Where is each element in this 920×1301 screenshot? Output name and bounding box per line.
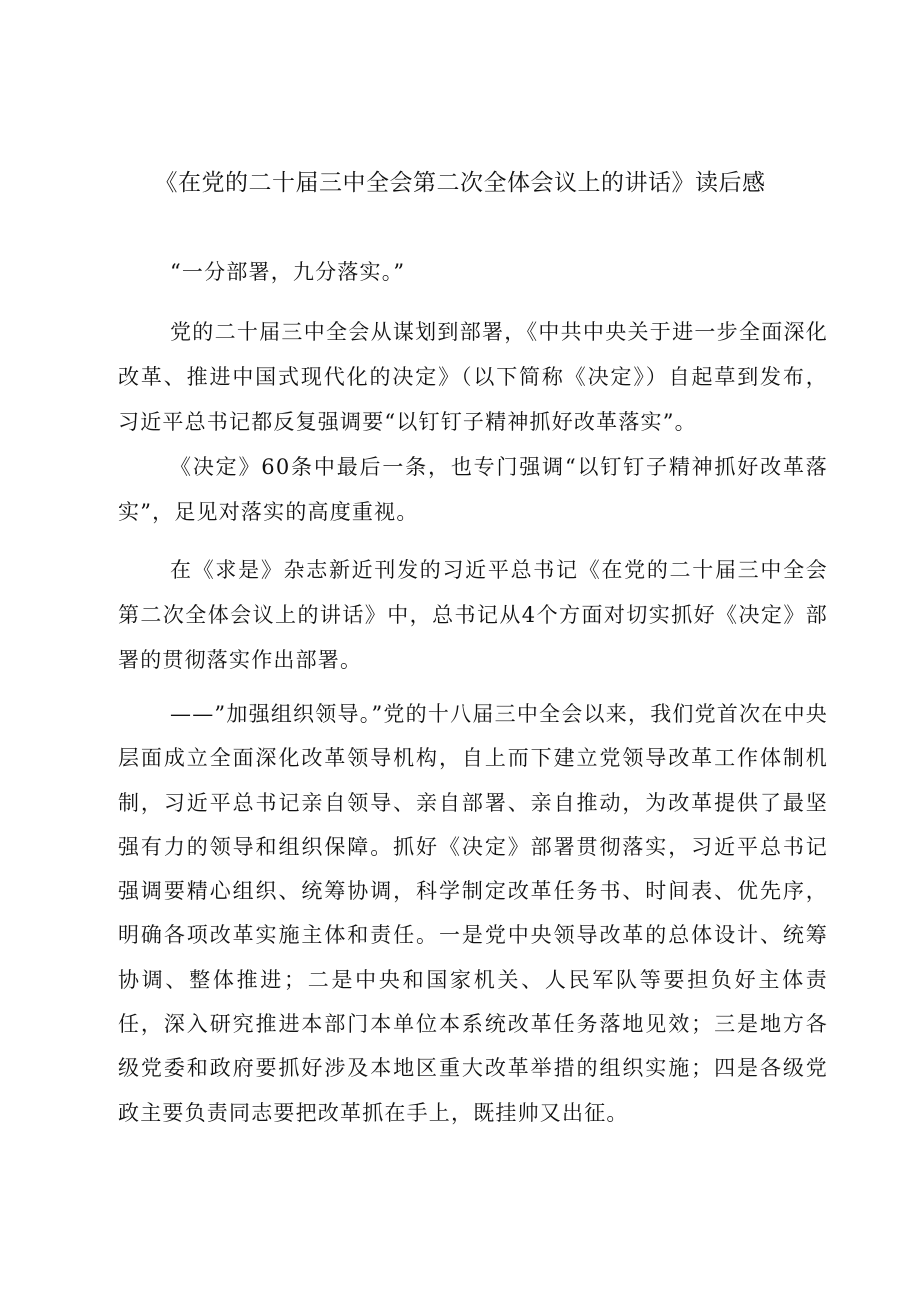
document-title: 《在党的二十届三中全会第二次全体会议上的讲话》读后感 xyxy=(154,170,766,196)
paragraph-qiushi-speech: 在《求是》杂志新近刊发的习近平总书记《在党的二十届三中全会第二次全体会议上的讲话》中，总书记从4个方面对切实抓好《决定》部署的贯彻落实作出部署。 xyxy=(118,558,828,672)
paragraph-organizational-leadership: ——”加强组织领导。”党的十八届三中全会以来，我们党首次在中央层面成立全面深化改革领导机构，自上而下建立党领导改革工作体制机制，习近平总书记亲自领导、亲自部署、亲自推动，为改革提供了最坚强有力的领导和组织保障。抓好《决定》部署贯彻落实，习近平总书记强调要精心组织、统筹协调，科学制定改革任务书、时间表、优先序，明确各项改革实施主体和责任。一是党中央领导改革的总体设计、统筹协调、整体推进；二是中央和国家机关、人民军队等要担负好主体责任，深入研究推进本部门本单位本系统改革任务落地见效；三是地方各级党委和政府要抓好涉及本地区重大改革举措的组织实施；四是各级党政主要负责同志要把改革抓在手上，既挂帅又出征。 xyxy=(118,702,828,1125)
paragraph-decision-drafting: 党的二十届三中全会从谋划到部署，《中共中央关于进一步全面深化改革、推进中国式现代化的决定》（以下简称《决定》）自起草到发布，习近平总书记都反复强调要“以钉钉子精神抓好改革落实”。 xyxy=(118,320,828,434)
paragraph-decision-article-60: 《决定》60条中最后一条，也专门强调“以钉钉子精神抓好改革落实”，足见对落实的高度重视。 xyxy=(118,455,828,524)
paragraph-quote: “一分部署，九分落实。” xyxy=(170,260,406,284)
